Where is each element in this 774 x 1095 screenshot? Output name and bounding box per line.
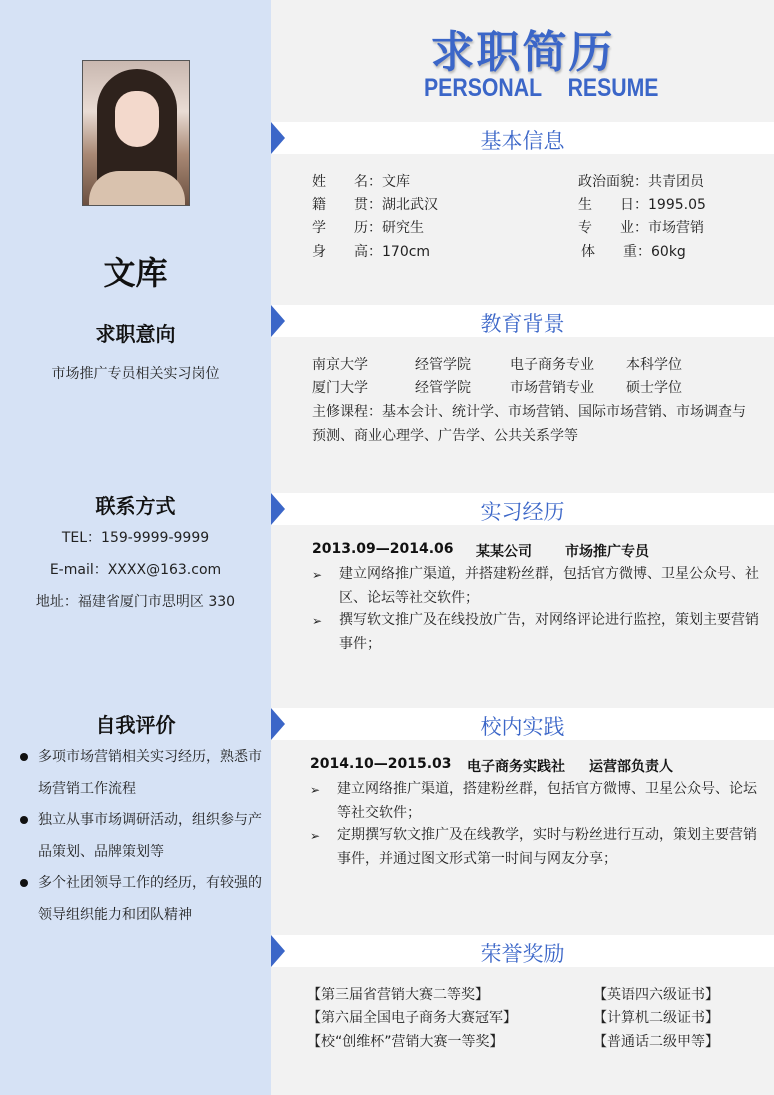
- arrow-bullet-icon: ➢: [312, 568, 323, 582]
- certificate-item: 【计算机二级证书】: [593, 1010, 719, 1026]
- subtitle-word-personal: PERSONAL: [424, 74, 543, 102]
- honor-item: 【第三届省营销大赛二等奖】: [307, 987, 489, 1003]
- section-basic-info: [271, 122, 774, 154]
- section-campus: [271, 708, 774, 740]
- intern-duty: [339, 563, 759, 610]
- intern-duty: [339, 609, 759, 656]
- profile-photo: [82, 60, 190, 206]
- certificate-item: 【普通话二级甲等】: [593, 1034, 719, 1050]
- campus-period: 2014.10—2015.03: [310, 756, 452, 772]
- honor-item: 【校“创维杯”营销大赛一等奖】: [307, 1034, 504, 1050]
- intern-duty-line: 事件；: [339, 635, 381, 652]
- resume-title: 求职简历: [430, 27, 615, 78]
- intern-duty-line: 建立网络推广渠道，并搭建粉丝群，包括官方微博、卫星公众号、社: [339, 566, 759, 582]
- edu-major: 电子商务专业: [510, 357, 594, 373]
- campus-role: 运营部负责人: [589, 759, 673, 775]
- edu-courses-cont: 预测、商业心理学、广告学、公共关系学等: [312, 428, 578, 444]
- intern-period: 2013.09—2014.06: [312, 541, 454, 557]
- section-title: 基本信息: [480, 129, 565, 153]
- self-eval-heading: 自我评价: [95, 713, 176, 737]
- campus-org: 电子商务实践社: [467, 759, 565, 775]
- intern-duty-line: 撰写软文推广及在线投放广告，对网络评论进行监控，策划主要营销: [339, 612, 759, 628]
- basic-field: 政治面貌：共青团员: [578, 174, 704, 190]
- edu-degree: 本科学位: [626, 357, 682, 373]
- contact-email: E-mail：XXXX@163.com: [49, 562, 222, 578]
- edu-courses: 主修课程：基本会计、统计学、市场营销、国际市场营销、市场调查与: [312, 404, 746, 420]
- section-title: 教育背景: [480, 312, 565, 336]
- basic-field: 籍 贯：湖北武汉: [312, 197, 438, 213]
- campus-duty: [337, 824, 757, 871]
- self-eval-item: 多项市场营销相关实习经历，熟悉市场营销工作流程: [18, 742, 268, 805]
- campus-duty-line: 等社交软件；: [337, 804, 421, 821]
- honor-item: 【第六届全国电子商务大赛冠军】: [307, 1010, 517, 1026]
- subtitle-word-resume: RESUME: [567, 74, 659, 102]
- edu-college: 经管学院: [415, 380, 471, 396]
- intent-heading: 求职意向: [95, 322, 176, 346]
- contact-address: 地址：福建省厦门市思明区 330: [35, 594, 236, 610]
- section-title: 实习经历: [480, 500, 565, 524]
- section-honors: [271, 935, 774, 967]
- basic-field: 身 高：170cm: [312, 244, 431, 260]
- campus-duty-line: 建立网络推广渠道，搭建粉丝群，包括官方微博、卫星公众号、论坛: [337, 781, 757, 797]
- campus-duty: [337, 778, 757, 825]
- arrow-bullet-icon: ➢: [312, 614, 323, 628]
- intent-text: 市场推广专员相关实习岗位: [51, 366, 220, 382]
- basic-field: 专 业：市场营销: [578, 220, 704, 236]
- basic-field: 体 重：60kg: [581, 244, 686, 260]
- basic-field: 学 历：研究生: [312, 220, 424, 236]
- certificate-item: 【英语四六级证书】: [593, 987, 719, 1003]
- section-education: [271, 305, 774, 337]
- candidate-name: 文库: [103, 254, 168, 292]
- intern-duty-line: 区、论坛等社交软件；: [339, 589, 479, 606]
- self-eval-item: 独立从事市场调研活动，组织参与产品策划、品牌策划等: [18, 805, 268, 868]
- self-eval-item: 多个社团领导工作的经历，有较强的领导组织能力和团队精神: [18, 868, 268, 931]
- resume-subtitle: [424, 74, 658, 103]
- edu-school: 南京大学: [312, 357, 368, 373]
- contact-heading: 联系方式: [95, 494, 176, 518]
- campus-duty-line: 定期撰写软文推广及在线教学，实时与粉丝进行互动，策划主要营销: [337, 827, 757, 843]
- basic-field: 生 日：1995.05: [578, 197, 706, 213]
- contact-tel: TEL：159-9999-9999: [61, 530, 210, 546]
- section-title: 校内实践: [480, 715, 565, 739]
- edu-college: 经管学院: [415, 357, 471, 373]
- arrow-bullet-icon: ➢: [310, 829, 321, 843]
- edu-degree: 硕士学位: [626, 380, 682, 396]
- campus-duty-line: 事件，并通过图文形式第一时间与网友分享；: [337, 850, 617, 867]
- intern-company: 某某公司: [476, 544, 532, 560]
- arrow-bullet-icon: ➢: [310, 783, 321, 797]
- section-title: 荣誉奖励: [480, 942, 565, 966]
- edu-school: 厦门大学: [312, 380, 368, 396]
- self-eval-list: [18, 742, 268, 931]
- intern-role: 市场推广专员: [565, 544, 649, 560]
- edu-major: 市场营销专业: [510, 380, 594, 396]
- section-internship: [271, 493, 774, 525]
- basic-field: 姓 名：文库: [312, 174, 410, 190]
